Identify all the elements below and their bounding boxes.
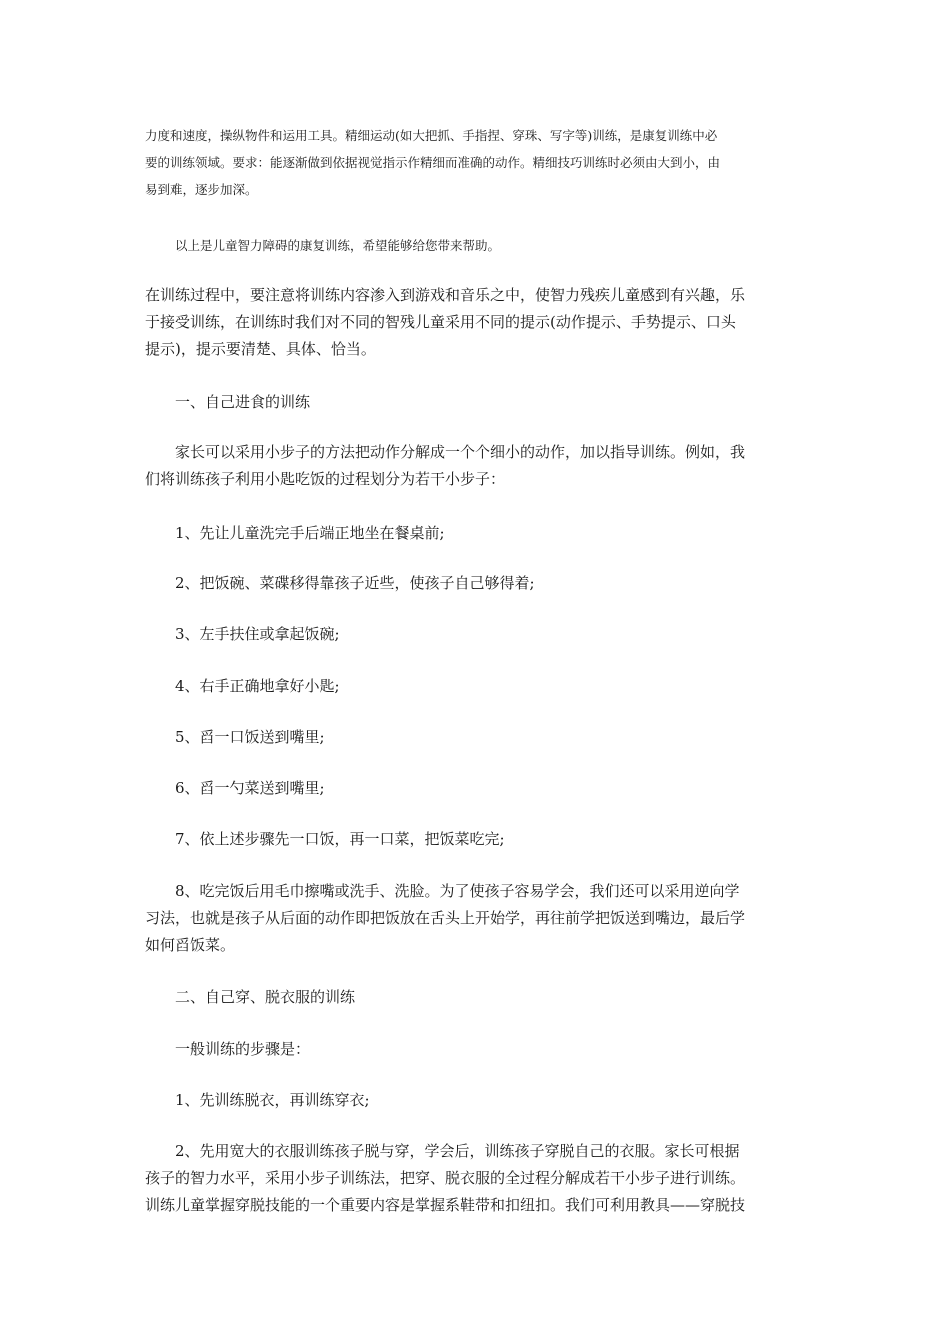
section2-heading: 二、自己穿、脱衣服的训练: [175, 988, 356, 1006]
summary-paragraph: [145, 232, 840, 259]
training-paragraph: [145, 282, 810, 363]
section1-step-3: 3、左手扶住或拿起饭碗;: [175, 625, 340, 643]
text-line: 易到难，逐步加深。: [145, 182, 258, 197]
section1-step-5: 5、舀一口饭送到嘴里;: [175, 728, 325, 746]
text-line: 在训练过程中，要注意将训练内容渗入到游戏和音乐之中，使智力残疾儿童感到有兴趣，乐: [145, 286, 746, 304]
text-line: 们将训练孩子利用小匙吃饭的过程划分为若干小步子：: [145, 470, 506, 488]
text-line: 孩子的智力水平，采用小步子训练法，把穿、脱衣服的全过程分解成若干小步子进行训练。: [145, 1169, 746, 1187]
section2-step-2: [145, 1138, 810, 1219]
section1-step-2: 2、把饭碗、菜碟移得靠孩子近些，使孩子自己够得着;: [175, 574, 535, 592]
text-line: 力度和速度，操纵物件和运用工具。精细运动(如大把抓、手指捏、穿珠、写字等)训练，是康复训练中必: [145, 128, 718, 143]
text-line: 家长可以采用小步子的方法把动作分解成一个个细小的动作，加以指导训练。例如，我: [175, 443, 746, 461]
text-line: 提示)，提示要清楚、具体、恰当。: [145, 340, 376, 358]
section1-step-7: 7、依上述步骤先一口饭，再一口菜，把饭菜吃完;: [175, 830, 505, 848]
section1-step-1: 1、先让儿童洗完手后端正地坐在餐桌前;: [175, 524, 445, 542]
text-line: 2、先用宽大的衣服训练孩子脱与穿，学会后，训练孩子穿脱自己的衣服。家长可根据: [175, 1142, 740, 1160]
text-line: 如何舀饭菜。: [145, 936, 236, 954]
intro-paragraph: [145, 122, 810, 203]
section1-step-4: 4、右手正确地拿好小匙;: [175, 677, 340, 695]
text-line: 于接受训练，在训练时我们对不同的智残儿童采用不同的提示(动作提示、手势提示、口头: [145, 313, 736, 331]
text-line: 8、吃完饭后用毛巾擦嘴或洗手、洗脸。为了使孩子容易学会，我们还可以采用逆向学: [175, 882, 740, 900]
section1-step-8: [145, 878, 810, 959]
section1-intro: [145, 439, 810, 493]
text-line: 以上是儿童智力障碍的康复训练，希望能够给您带来帮助。: [175, 238, 501, 253]
section1-heading: 一、自己进食的训练: [175, 393, 311, 411]
text-line: 要的训练领域。要求：能逐渐做到依据视觉指示作精细而准确的动作。精细技巧训练时必须由大到小，由: [145, 155, 721, 170]
section1-step-6: 6、舀一勺菜送到嘴里;: [175, 779, 325, 797]
section2-step-1: 1、先训练脱衣，再训练穿衣;: [175, 1091, 370, 1109]
text-line: 训练儿童掌握穿脱技能的一个重要内容是掌握系鞋带和扣纽扣。我们可利用教具——穿脱技: [145, 1196, 746, 1214]
text-line: 习法，也就是孩子从后面的动作即把饭放在舌头上开始学，再往前学把饭送到嘴边，最后学: [145, 909, 746, 927]
section2-intro: 一般训练的步骤是：: [175, 1040, 311, 1058]
